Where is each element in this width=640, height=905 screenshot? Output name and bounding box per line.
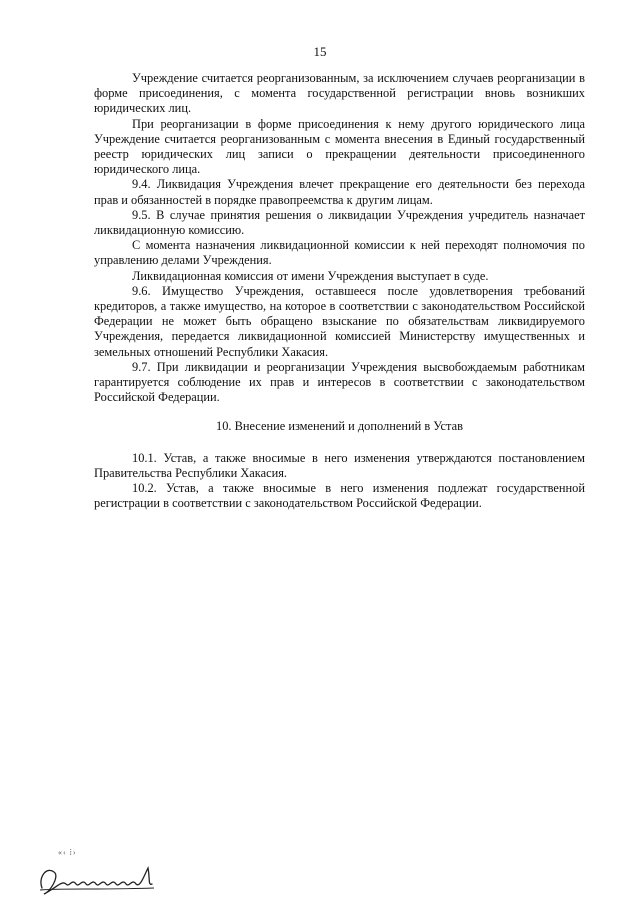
paragraph-9-5: 9.5. В случае принятия решения о ликвидации Учреждения учредитель назначает ликвидационную комиссию.	[94, 207, 585, 238]
paragraph-9-6: 9.6. Имущество Учреждения, оставшееся после удовлетворения требований кредиторов, а также имущество, на которое в соответствии с законодательством Российской Федерации не может быть обращено взыскание по обязательствам ликвидируемого Учреждения, передается ликвидационной комиссией Министерству имущественных и земельных отношений Республики Хакасия.	[94, 283, 585, 359]
paragraph-commission-court: Ликвидационная комиссия от имени Учреждения выступает в суде.	[132, 268, 489, 283]
page-number: 15	[313, 44, 327, 59]
section-heading-10: 10. Внесение изменений и дополнений в Устав	[216, 419, 463, 434]
signature-image	[36, 858, 166, 900]
paragraph-9-4: 9.4. Ликвидация Учреждения влечет прекращение его деятельности без перехода прав и обязанностей в порядке правопреемства к другим лицам.	[94, 177, 585, 207]
paragraph-reorganization-moment: Учреждение считается реорганизованным, за исключением случаев реорганизации в форме присоединения, с момента государственной регистрации вновь возникших юридических лиц.	[94, 71, 585, 116]
paragraph-10-2: 10.2. Устав, а также вносимые в него изменения подлежат государственной регистрации в соответствии с законодательством Российской Федерации.	[94, 481, 585, 511]
document-body	[94, 71, 585, 511]
paragraph-10-1: 10.1. Устав, а также вносимые в него изменения утверждаются постановлением Правительства Республики Хакасия.	[94, 450, 585, 480]
margin-mark: «‹ ⁞›	[58, 848, 77, 857]
paragraph-9-7: 9.7. При ликвидации и реорганизации Учреждения высвобождаемым работникам гарантируется соблюдение их прав и интересов в соответствии с законодательством Российской Федерации.	[94, 359, 585, 405]
paragraph-commission-powers: С момента назначения ликвидационной комиссии к ней переходят полномочия по управлению делами Учреждения.	[94, 238, 585, 268]
paragraph-reorganization-merger: При реорганизации в форме присоединения к нему другого юридического лица Учреждение считается реорганизованным с момента внесения в Единый государственный реестр юридических лиц записи о прекращении деятельности присоединенного юридического лица.	[94, 116, 585, 177]
